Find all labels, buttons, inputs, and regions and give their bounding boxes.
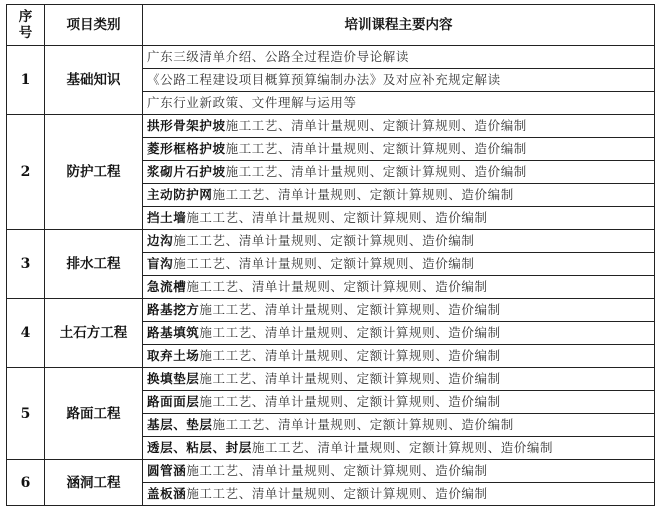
- table-row: [7, 46, 655, 69]
- row-category: 排水工程: [45, 230, 143, 299]
- course-content: [143, 92, 655, 115]
- training-course-table: [6, 4, 655, 506]
- course-item-detail: 施工工艺、清单计量规则、定额计算规则、造价编制: [225, 141, 527, 156]
- course-content: [143, 299, 655, 322]
- row-index: 5: [7, 368, 45, 460]
- course-item-detail: 施工工艺、清单计量规则、定额计算规则、造价编制: [225, 118, 527, 133]
- table-row: [7, 115, 655, 138]
- course-item-detail: 《公路工程建设项目概算预算编制办法》及对应补充规定解读: [147, 72, 501, 87]
- table-row: [7, 368, 655, 391]
- course-item-detail: 施工工艺、清单计量规则、定额计算规则、造价编制: [186, 279, 488, 294]
- course-content: [143, 391, 655, 414]
- course-item-detail: 施工工艺、清单计量规则、定额计算规则、造价编制: [199, 325, 501, 340]
- course-content: [143, 230, 655, 253]
- course-content: [143, 161, 655, 184]
- course-content: [143, 345, 655, 368]
- course-item-detail: 广东行业新政策、文件理解与运用等: [147, 95, 357, 110]
- table-body: [7, 46, 655, 506]
- training-course-table-container: [6, 4, 654, 512]
- course-item-name: 盖板涵: [147, 486, 187, 501]
- course-content: [143, 207, 655, 230]
- course-item-detail: 施工工艺、清单计量规则、定额计算规则、造价编制: [199, 302, 501, 317]
- course-item-detail: 施工工艺、清单计量规则、定额计算规则、造价编制: [173, 233, 475, 248]
- course-item-detail: 施工工艺、清单计量规则、定额计算规则、造价编制: [186, 210, 488, 225]
- course-item-detail: 施工工艺、清单计量规则、定额计算规则、造价编制: [186, 463, 488, 478]
- row-index: 1: [7, 46, 45, 115]
- course-item-name: 取弃土场: [147, 348, 200, 363]
- course-item-name: 盲沟: [147, 256, 174, 271]
- course-content: [143, 184, 655, 207]
- course-item-detail: 施工工艺、清单计量规则、定额计算规则、造价编制: [251, 440, 554, 455]
- course-content: [143, 437, 655, 460]
- course-item-name: 边沟: [147, 233, 174, 248]
- course-content: [143, 322, 655, 345]
- row-category: 土石方工程: [45, 299, 143, 368]
- course-item-detail: 施工工艺、清单计量规则、定额计算规则、造价编制: [186, 486, 488, 501]
- course-content: [143, 69, 655, 92]
- course-content: [143, 414, 655, 437]
- course-item-detail: 施工工艺、清单计量规则、定额计算规则、造价编制: [212, 417, 514, 432]
- row-index: 4: [7, 299, 45, 368]
- course-item-name: 路基挖方: [147, 302, 200, 317]
- table-row: [7, 230, 655, 253]
- course-item-detail: 施工工艺、清单计量规则、定额计算规则、造价编制: [225, 164, 527, 179]
- course-item-detail: 施工工艺、清单计量规则、定额计算规则、造价编制: [212, 187, 514, 202]
- row-category: 涵洞工程: [45, 460, 143, 506]
- header-category: 项目类别: [45, 5, 143, 46]
- row-index: 6: [7, 460, 45, 506]
- course-content: [143, 253, 655, 276]
- course-item-name: 菱形框格护坡: [147, 141, 226, 156]
- course-item-detail: 施工工艺、清单计量规则、定额计算规则、造价编制: [199, 371, 501, 386]
- header-content: 培训课程主要内容: [143, 5, 655, 46]
- course-item-detail: 施工工艺、清单计量规则、定额计算规则、造价编制: [199, 394, 501, 409]
- course-content: [143, 483, 655, 506]
- course-item-name: 急流槽: [147, 279, 187, 294]
- course-item-name: 拱形骨架护坡: [147, 118, 226, 133]
- header-index: 序号: [7, 5, 45, 46]
- course-item-name: 挡土墙: [147, 210, 187, 225]
- course-item-detail: 广东三级清单介绍、公路全过程造价导论解读: [147, 49, 410, 64]
- row-category: 路面工程: [45, 368, 143, 460]
- table-header-row: [7, 5, 655, 46]
- course-item-name: 圆管涵: [147, 463, 187, 478]
- course-item-name: 换填垫层: [147, 371, 200, 386]
- course-content: [143, 138, 655, 161]
- course-item-detail: 施工工艺、清单计量规则、定额计算规则、造价编制: [199, 348, 501, 363]
- course-item-detail: 施工工艺、清单计量规则、定额计算规则、造价编制: [173, 256, 475, 271]
- course-item-name: 基层、垫层: [147, 417, 213, 432]
- course-item-name: 主动防护网: [147, 187, 213, 202]
- course-item-name: 路基填筑: [147, 325, 200, 340]
- row-category: 基础知识: [45, 46, 143, 115]
- course-item-name: 浆砌片石护坡: [147, 164, 226, 179]
- course-content: [143, 46, 655, 69]
- table-row: [7, 299, 655, 322]
- course-content: [143, 368, 655, 391]
- row-index: 3: [7, 230, 45, 299]
- course-item-name: 透层、粘层、封层: [147, 440, 252, 455]
- row-index: 2: [7, 115, 45, 230]
- table-row: [7, 460, 655, 483]
- course-content: [143, 276, 655, 299]
- row-category: 防护工程: [45, 115, 143, 230]
- course-content: [143, 460, 655, 483]
- course-content: [143, 115, 655, 138]
- course-item-name: 路面面层: [147, 394, 200, 409]
